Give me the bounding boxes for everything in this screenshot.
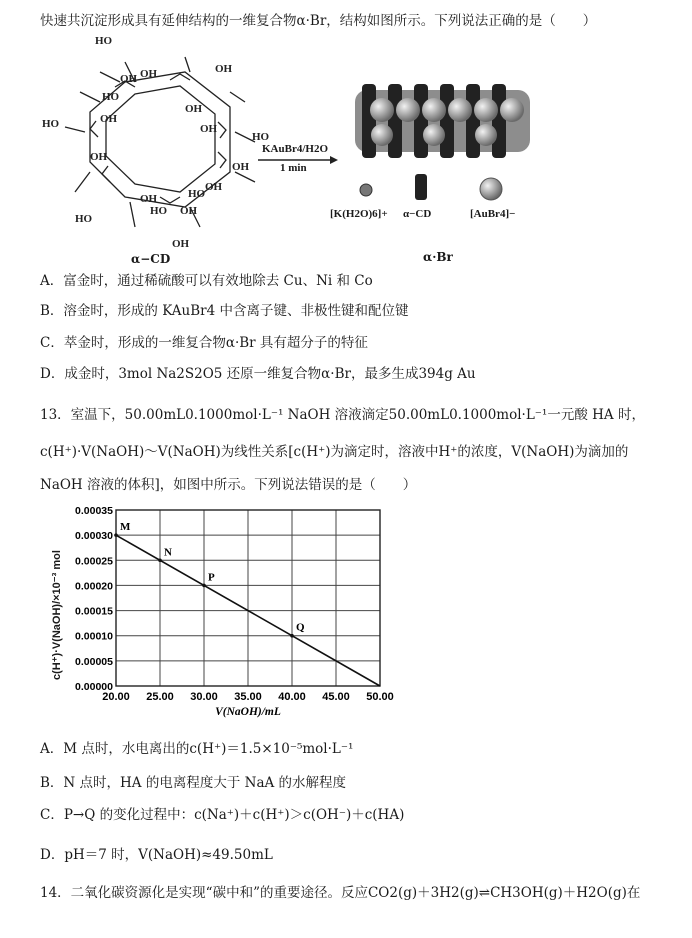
y-tick-label: 0.00000 [75, 681, 113, 693]
group-label: OH [232, 161, 250, 173]
q12-option-d: D．成金时，3mol Na2S2O5 还原一维复合物α·Br，最多生成394g Au [40, 366, 476, 382]
group-label: OH [140, 68, 158, 80]
x-tick-label: 35.00 [234, 691, 262, 703]
alpha-cd-label: α−CD [131, 252, 171, 266]
y-axis-label: c(H⁺)·V(NaOH)/×10⁻³ mol [51, 550, 63, 680]
alpha-cd-ring-icon [412, 172, 430, 202]
group-label: OH [185, 103, 203, 115]
x-tick-label: 25.00 [146, 691, 174, 703]
group-label: OH [100, 113, 118, 125]
group-label: OH [90, 151, 108, 163]
x-tick-label: 40.00 [278, 691, 306, 703]
group-label: OH [172, 238, 190, 250]
point-q [290, 634, 294, 638]
group-label: OH [140, 193, 158, 205]
titration-chart [50, 500, 410, 725]
group-label: OH [200, 123, 218, 135]
alpha-br-chain-figure [350, 70, 535, 170]
y-tick-label: 0.00020 [75, 580, 113, 593]
y-tick-label: 0.00030 [75, 530, 113, 543]
q12-stem: 快速共沉淀形成具有延伸结构的一维复合物α·Br，结构如图所示。下列说法正确的是（ ） [40, 13, 597, 29]
group-label: OH [120, 73, 138, 85]
y-tick-label: 0.00035 [75, 505, 113, 517]
y-tick-label: 0.00010 [75, 630, 113, 643]
q14-stem-line1: 14．二氧化碳资源化是实现“碳中和”的重要途径。反应CO2(g)＋3H2(g)⇌CH3OH(g)＋H2O(g)在 [40, 885, 641, 901]
q13-option-d: D．pH＝7 时，V(NaOH)≈49.50mL [40, 847, 273, 863]
group-label: HO [150, 205, 168, 217]
point-label-n: N [164, 546, 172, 559]
x-axis-label: V(NaOH)/mL [215, 706, 281, 718]
y-tick-label: 0.00005 [75, 655, 113, 668]
group-label: HO [102, 91, 120, 103]
legend-alpha-cd: α−CD [403, 208, 432, 220]
q13-stem-line1: 13．室温下，50.00mL0.1000mol·L⁻¹ NaOH 溶液滴定50.00mL0.1000mol·L⁻¹一元酸 HA 时， [40, 407, 645, 423]
y-tick-label: 0.00025 [75, 555, 113, 568]
q12-option-c: C．萃金时，形成的一维复合物α·Br 具有超分子的特征 [40, 335, 368, 351]
point-m [114, 533, 118, 537]
arrow-time: 1 min [280, 162, 307, 174]
arrow-reagent: KAuBr4/H2O [262, 143, 329, 155]
x-tick-label: 45.00 [322, 691, 350, 703]
q13-stem-line3: NaOH 溶液的体积]，如图中所示。下列说法错误的是（ ） [40, 477, 417, 493]
group-label: OH [205, 181, 223, 193]
k-h2o-ion-icon [358, 182, 374, 198]
group-label: HO [95, 35, 113, 47]
legend-aubr4: [AuBr4]− [470, 208, 516, 220]
x-tick-label: 20.00 [102, 691, 130, 703]
group-label: HO [252, 131, 270, 143]
q13-option-b: B．N 点时，HA 的电离程度大于 NaA 的水解程度 [40, 775, 347, 791]
point-p [202, 584, 206, 588]
point-label-q: Q [296, 621, 305, 634]
q12-option-a: A．富金时，通过稀硫酸可以有效地除去 Cu、Ni 和 Co [40, 273, 373, 289]
group-label: HO [42, 118, 60, 130]
aubr4-ion-icon [478, 176, 504, 202]
point-n [158, 558, 162, 562]
group-label: OH [215, 63, 233, 75]
group-label: OH [180, 205, 198, 217]
q13-option-c: C．P→Q 的变化过程中：c(Na⁺)＋c(H⁺)＞c(OH⁻)＋c(HA) [40, 807, 405, 823]
point-label-m: M [120, 521, 131, 534]
q12-option-b: B．溶金时，形成的 KAuBr4 中含离子键、非极性键和配位键 [40, 303, 409, 319]
product-label: α·Br [423, 250, 453, 264]
x-tick-label: 30.00 [190, 691, 218, 703]
point-label-p: P [208, 571, 215, 584]
group-label: HO [188, 188, 206, 200]
legend-k-h2o: [K(H2O)6]+ [330, 208, 388, 220]
group-label: HO [75, 213, 93, 225]
q13-stem-line2: c(H⁺)·V(NaOH)～V(NaOH)为线性关系[c(H⁺)为滴定时，溶液中H⁺的浓度，V(NaOH)为滴加的 [40, 444, 629, 460]
q13-option-a: A．M 点时，水电离出的c(H⁺)＝1.5×10⁻⁵mol·L⁻¹ [40, 741, 354, 757]
x-tick-label: 50.00 [366, 691, 394, 703]
y-tick-label: 0.00015 [75, 605, 113, 618]
